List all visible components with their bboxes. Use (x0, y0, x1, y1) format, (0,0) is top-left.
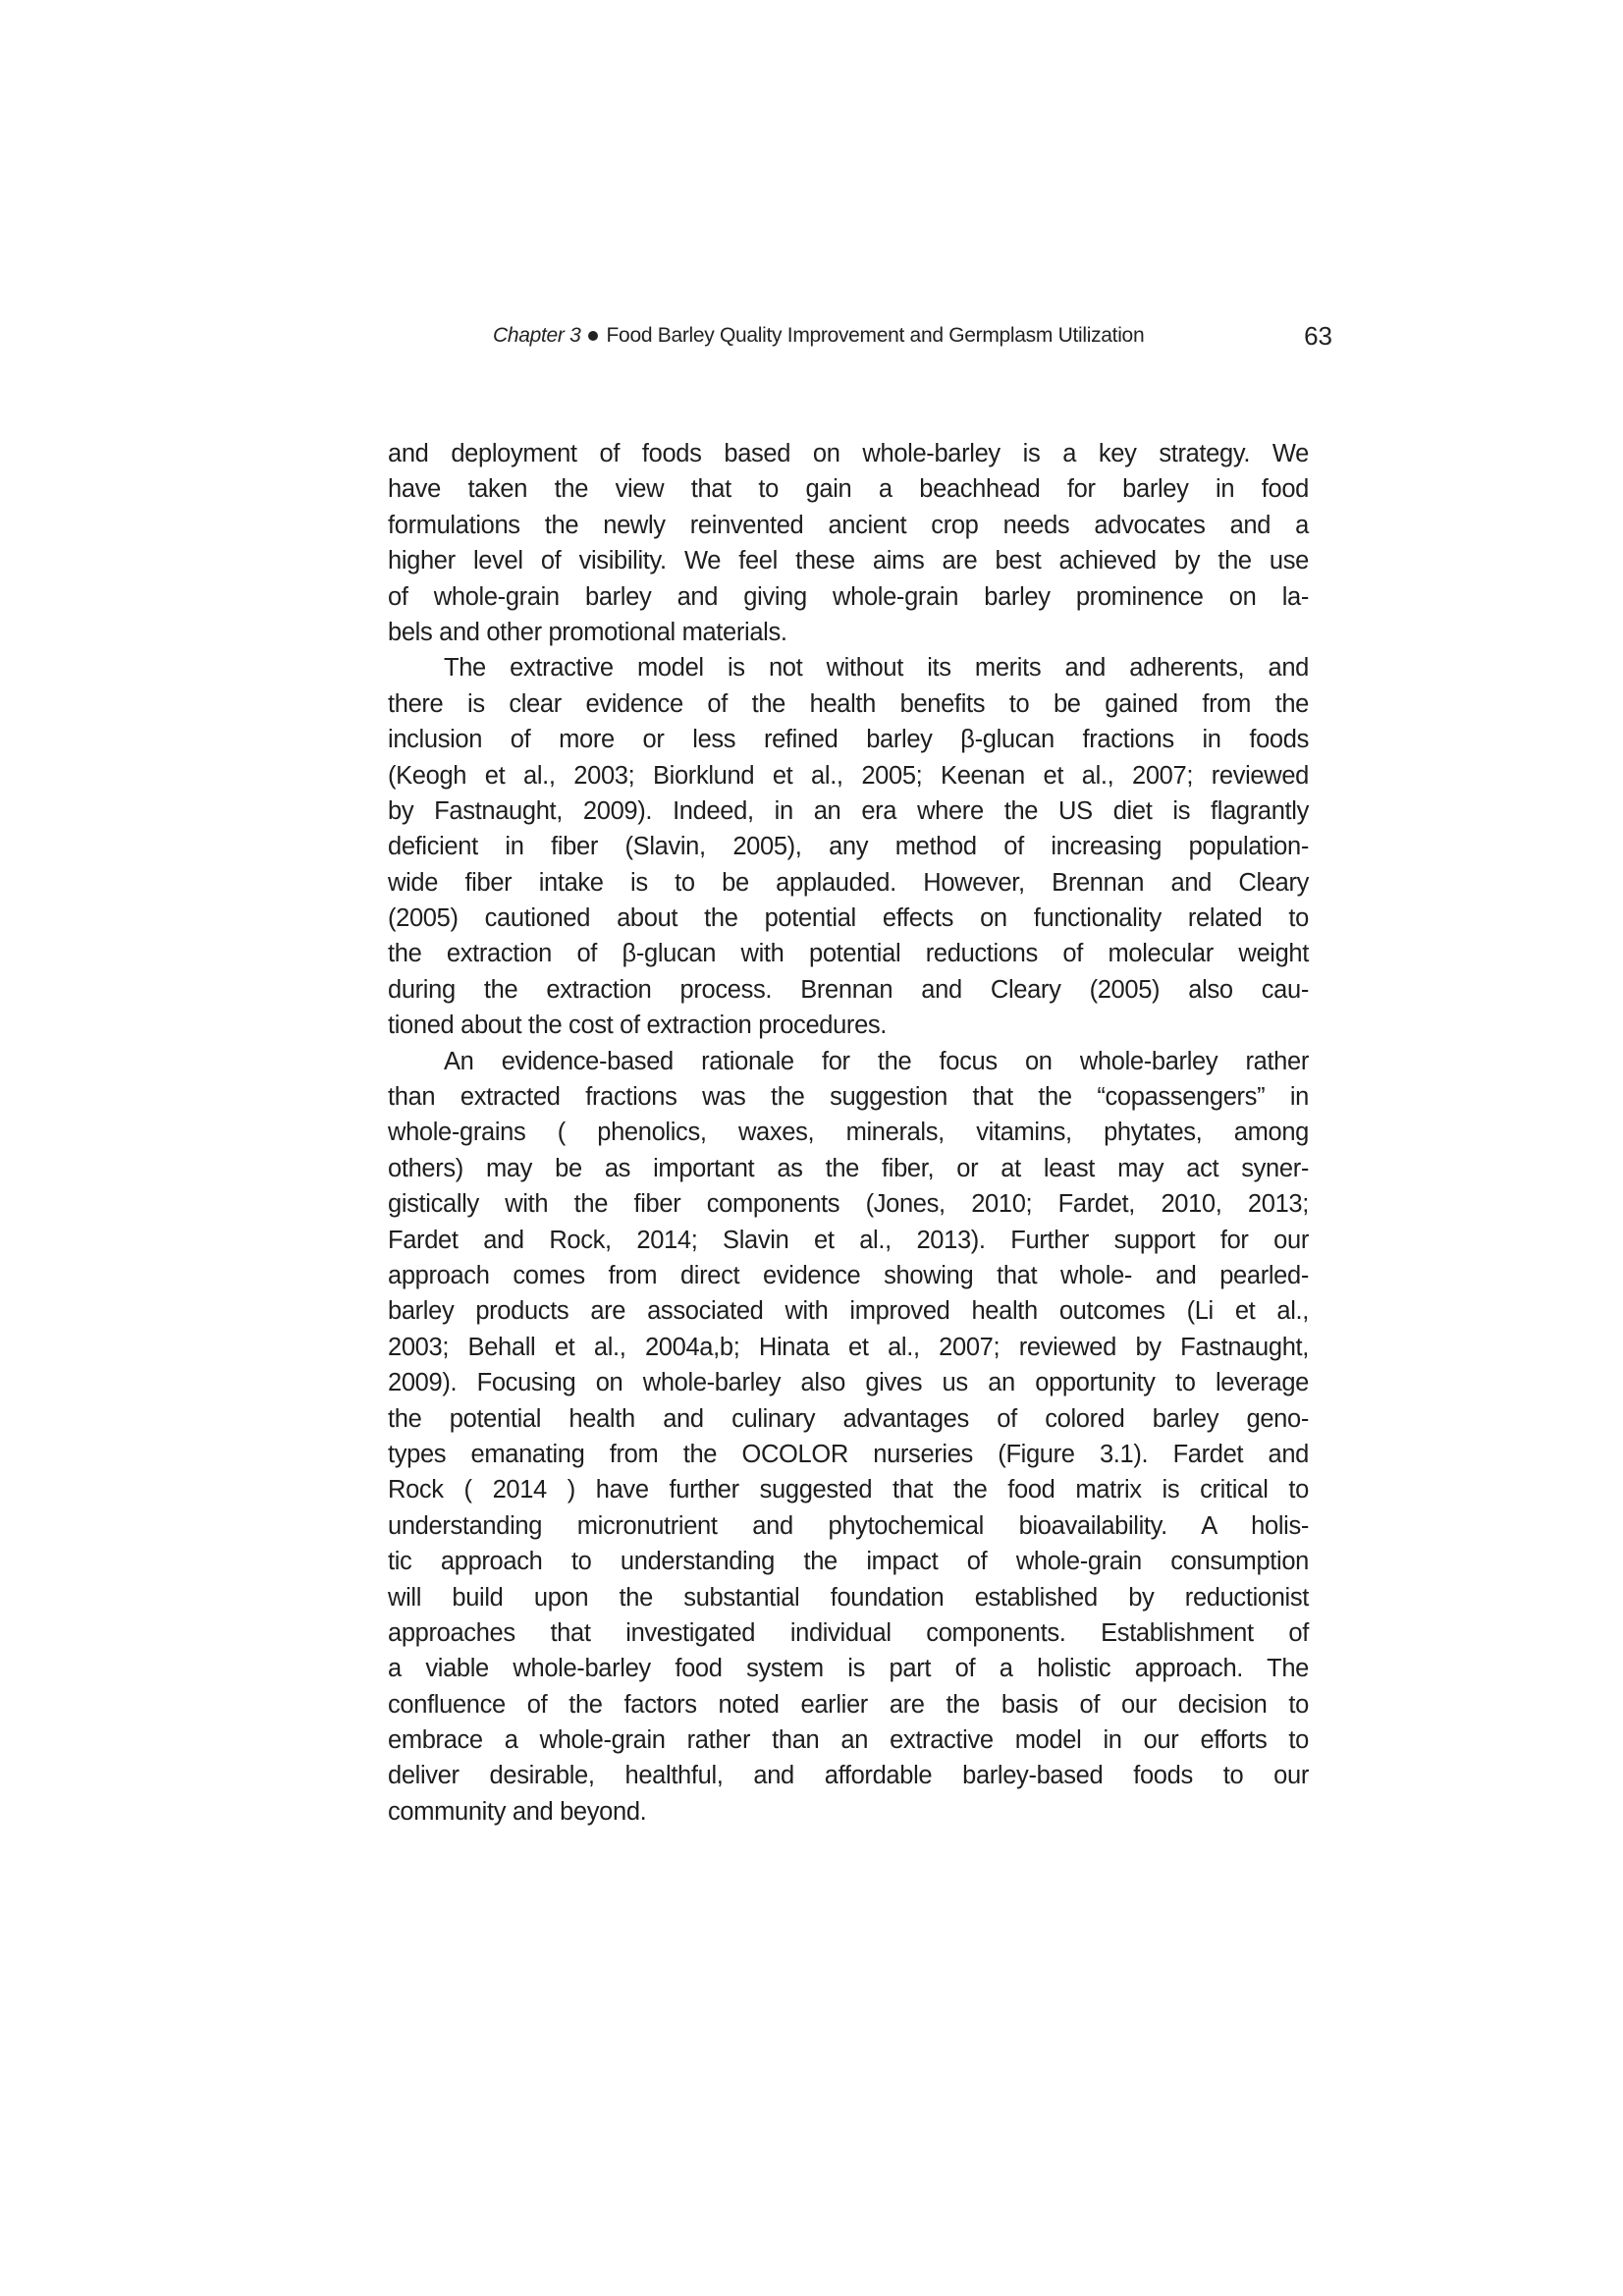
text-line: community and beyond. (388, 1797, 647, 1826)
text-line: barley products are associated with improved health outcomes (Li et al., (388, 1297, 1309, 1326)
text-line: during the extraction process. Brennan and Cleary (2005) also cau- (388, 975, 1309, 1004)
text-line: and deployment of foods based on whole-barley is a key strategy. We (388, 440, 1309, 467)
text-line: whole-grains ( phenolics, waxes, minerals, vitamins, phytates, among (388, 1119, 1309, 1147)
bullet-icon (588, 331, 598, 341)
text-line: will build upon the substantial foundation established by reductionist (388, 1583, 1309, 1612)
text-line: than extracted fractions was the suggestion that the “copassengers” in (388, 1083, 1309, 1112)
body-text (388, 436, 1309, 1830)
text-line: there is clear evidence of the health benefits to be gained from the (388, 689, 1309, 718)
text-line: the extraction of β-glucan with potential reductions of molecular weight (388, 940, 1309, 968)
text-line: 2003; Behall et al., 2004a,b; Hinata et al., 2007; reviewed by Fastnaught, (388, 1333, 1309, 1361)
text-line: approaches that investigated individual components. Establishment of (388, 1618, 1309, 1647)
text-line: higher level of visibility. We feel these aims are best achieved by the use (388, 547, 1309, 575)
text-line: inclusion of more or less refined barley β-glucan fractions in foods (388, 726, 1309, 754)
text-line: the potential health and culinary advantages of colored barley geno- (388, 1404, 1309, 1433)
text-line: others) may be as important as the fiber, or at least may act syner- (388, 1154, 1309, 1182)
text-line: Rock ( 2014 ) have further suggested that the food matrix is critical to (388, 1476, 1309, 1504)
chapter-label: Chapter 3 (493, 324, 581, 347)
text-line: deficient in fiber (Slavin, 2005), any method of increasing population- (388, 833, 1309, 861)
text-line: of whole-grain barley and giving whole-grain barley prominence on la- (388, 582, 1309, 611)
text-line: a viable whole-barley food system is part of a holistic approach. The (388, 1655, 1309, 1683)
text-line: (Keogh et al., 2003; Biorklund et al., 2005; Keenan et al., 2007; reviewed (388, 761, 1309, 790)
text-line: Fardet and Rock, 2014; Slavin et al., 2013). Further support for our (388, 1226, 1309, 1254)
text-line: gistically with the fiber components (Jones, 2010; Fardet, 2010, 2013; (388, 1190, 1309, 1219)
text-line: formulations the newly reinvented ancient crop needs advocates and a (388, 511, 1309, 539)
paragraph (388, 1044, 1309, 1831)
text-line: embrace a whole-grain rather than an extractive model in our efforts to (388, 1726, 1309, 1755)
text-line: An evidence-based rationale for the focus on whole-barley rather (444, 1047, 1309, 1075)
text-line: approach comes from direct evidence showing that whole- and pearled- (388, 1261, 1309, 1289)
text-line: confluence of the factors noted earlier are the basis of our decision to (388, 1690, 1309, 1719)
text-line: wide fiber intake is to be applauded. However, Brennan and Cleary (388, 868, 1309, 897)
text-line: tic approach to understanding the impact of whole-grain consumption (388, 1548, 1309, 1576)
running-head (493, 320, 1332, 352)
text-line: deliver desirable, healthful, and affordable barley-based foods to our (388, 1762, 1309, 1790)
text-line: bels and other promotional materials. (388, 618, 787, 646)
text-line: (2005) cautioned about the potential effects on functionality related to (388, 904, 1309, 933)
chapter-title: Food Barley Quality Improvement and Germplasm Utilization (606, 324, 1145, 347)
text-line: The extractive model is not without its merits and adherents, and (444, 654, 1309, 683)
text-line: understanding micronutrient and phytochemical bioavailability. A holis- (388, 1511, 1309, 1540)
text-line: by Fastnaught, 2009). Indeed, in an era where the US diet is flagrantly (388, 796, 1309, 825)
text-line: types emanating from the OCOLOR nurseries (Figure 3.1). Fardet and (388, 1440, 1309, 1468)
page-number: 63 (1304, 320, 1332, 351)
text-line: 2009). Focusing on whole-barley also gives us an opportunity to leverage (388, 1369, 1309, 1397)
paragraph (388, 650, 1309, 1043)
paragraph (388, 436, 1309, 650)
text-line: tioned about the cost of extraction procedures. (388, 1011, 888, 1040)
text-line: have taken the view that to gain a beachhead for barley in food (388, 475, 1309, 504)
